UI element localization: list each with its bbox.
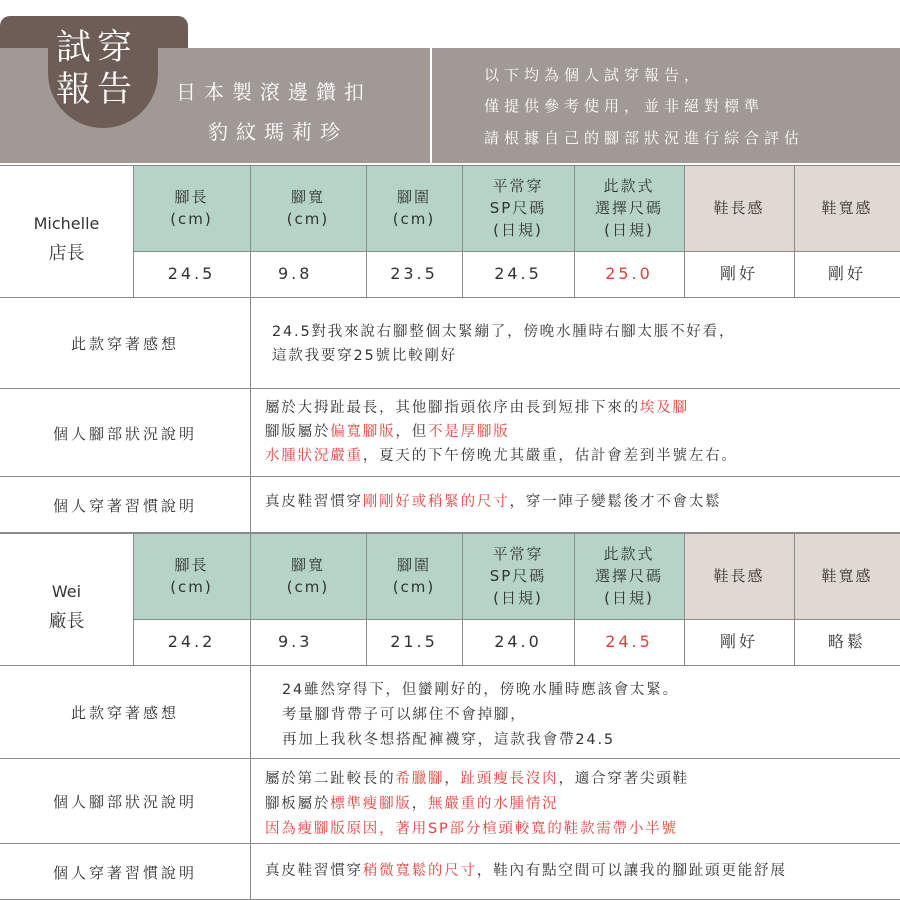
col-label: 平常穿: [492, 177, 544, 195]
highlight-text: 偏寬腳版: [330, 424, 396, 440]
grid-line: [250, 165, 251, 533]
value-chosen-size: 24.5: [605, 632, 653, 651]
grid-line: [0, 388, 900, 389]
disclaimer-line-2: 僅提供參考使用，並非絕對標準: [484, 97, 765, 115]
col-label: 此款式: [603, 545, 655, 563]
tester-name: [0, 577, 133, 637]
text-segment: ，: [444, 771, 461, 787]
header-divider: [430, 48, 432, 163]
col-unit: (cm): [392, 210, 436, 228]
condition-line-2: [265, 421, 510, 443]
grid-line: [0, 533, 900, 534]
text-segment: 真皮鞋習慣穿: [265, 494, 363, 510]
value-foot-girth: 23.5: [390, 264, 438, 283]
text-segment: 屬於第二趾較長的: [265, 771, 396, 787]
grid-line: [133, 251, 900, 252]
product-name-line-1: 日本製滾邊鑽扣: [176, 80, 372, 104]
value-foot-girth: 21.5: [390, 632, 438, 651]
grid-line: [684, 533, 685, 665]
col-foot-width: [250, 165, 366, 251]
col-label: 腳長: [174, 188, 209, 206]
value-length-feel: 剛好: [719, 264, 758, 283]
value-width-feel: 略鬆: [827, 632, 866, 651]
impression-line-3: 再加上我秋冬想搭配褲襪穿，這款我會帶24.5: [282, 732, 615, 748]
highlight-text: 趾頭瘦長沒肉: [460, 771, 559, 787]
col-chosen-size: [574, 533, 684, 619]
col-foot-length: [133, 533, 250, 619]
tester-name-text: Michelle: [33, 214, 100, 233]
col-width-feel: 鞋寬感: [821, 199, 873, 217]
tester-table-2: [0, 533, 900, 900]
grid-line: [366, 533, 367, 665]
text-segment: ，適合穿著尖頭鞋: [558, 771, 689, 787]
text-segment: 屬於大拇趾最長，其他腳指頭依序由長到短排下來的: [265, 400, 640, 416]
condition-line-3: 因為瘦腳版原因，著用SP部分楦頭較寬的鞋款需帶小半號: [265, 821, 678, 837]
col-label: 選擇尺碼: [594, 567, 663, 585]
value-length-feel: 剛好: [719, 632, 758, 651]
col-foot-girth: [366, 533, 462, 619]
col-label: 腳圍: [396, 556, 431, 574]
col-unit: (cm): [286, 210, 330, 228]
badge-line-1: 試穿: [56, 28, 139, 68]
disclaimer-line-3: 請根據自己的腳部狀況進行綜合評估: [484, 129, 805, 147]
value-foot-width: 9.3: [278, 632, 313, 651]
grid-line: [0, 297, 900, 298]
grid-line: [574, 533, 575, 665]
col-label: 腳寬: [290, 188, 325, 206]
highlight-text: 不是厚腳版: [428, 424, 510, 440]
tester-table-1: [0, 165, 900, 533]
col-width-feel: 鞋寬感: [821, 567, 873, 585]
label-impression: 此款穿著感想: [70, 334, 179, 353]
col-label: 選擇尺碼: [594, 199, 663, 217]
highlight-text: 無嚴重的水腫情況: [428, 796, 559, 812]
grid-line: [794, 165, 795, 297]
col-label: 腳圍: [396, 188, 431, 206]
label-habit: 個人穿著習慣說明: [52, 496, 197, 515]
col-usual-size: [462, 533, 574, 619]
col-label: SP尺碼: [489, 199, 547, 217]
product-name-line-2: 豹紋瑪莉珍: [208, 120, 348, 144]
col-unit: (cm): [170, 578, 213, 596]
grid-line: [0, 476, 900, 477]
impression-line-2: 考量腳背帶子可以綁住不會掉腳，: [282, 707, 527, 723]
tester-name-text: Wei: [51, 582, 82, 601]
col-label: 腳長: [174, 556, 209, 574]
value-foot-length: 24.5: [167, 264, 216, 283]
impression-line-1: 24.5對我來說右腳整個太緊繃了，傍晚水腫時右腳太脹不好看，: [272, 324, 736, 340]
label-impression: 此款穿著感想: [70, 703, 179, 722]
col-length-feel: 鞋長感: [713, 199, 765, 217]
col-length-feel: 鞋長感: [713, 567, 765, 585]
col-usual-size: [462, 165, 574, 251]
condition-line-1: [265, 397, 689, 419]
impression-line-1: 24雖然穿得下，但蠻剛好的，傍晚水腫時應該會太緊。: [282, 682, 679, 698]
grid-line: [133, 619, 900, 620]
col-label: 平常穿: [492, 545, 544, 563]
grid-line: [133, 165, 134, 297]
col-unit: (cm): [286, 578, 330, 596]
col-unit: (cm): [392, 578, 436, 596]
label-habit: 個人穿著習慣說明: [52, 863, 197, 882]
text-segment: ，但: [395, 424, 429, 440]
value-chosen-size: 25.0: [605, 264, 653, 283]
col-unit: (cm): [170, 210, 213, 228]
text-segment: 腳板屬於: [265, 796, 331, 812]
col-label: 腳寬: [290, 556, 325, 574]
col-label: 此款式: [603, 177, 655, 195]
tester-name: [0, 209, 133, 269]
grid-line: [462, 165, 463, 297]
col-foot-girth: [366, 165, 462, 251]
grid-line: [0, 665, 900, 666]
col-label: (日規): [493, 221, 543, 239]
grid-line: [462, 533, 463, 665]
value-usual-size: 24.5: [494, 264, 542, 283]
text-segment: ，夏天的下午傍晚尤其嚴重，估計會差到半號左右。: [362, 448, 738, 464]
grid-line: [250, 533, 251, 900]
highlight-text: 水腫狀況嚴重: [265, 448, 363, 464]
text-segment: ，穿一陣子變鬆後才不會太鬆: [509, 494, 722, 510]
col-foot-length: [133, 165, 250, 251]
grid-line: [133, 533, 134, 665]
highlight-text: 剛剛好或稍緊的尺寸: [362, 494, 510, 510]
grid-line: [574, 165, 575, 297]
condition-line-1: [265, 768, 689, 790]
impression-line-2: 這款我要穿25號比較剛好: [272, 348, 458, 364]
grid-line: [366, 165, 367, 297]
highlight-text: 希臘腳: [395, 771, 445, 787]
habit-line: [265, 860, 787, 882]
highlight-text: 稍微寬鬆的尺寸: [362, 863, 477, 879]
label-foot-condition: 個人腳部狀況說明: [52, 792, 197, 811]
label-foot-condition: 個人腳部狀況說明: [52, 424, 197, 443]
value-foot-length: 24.2: [167, 632, 216, 651]
habit-line: [265, 491, 721, 513]
disclaimer-line-1: 以下均為個人試穿報告，: [484, 66, 705, 84]
highlight-text: 標準瘦腳版: [330, 796, 412, 812]
grid-line: [0, 843, 900, 844]
condition-line-3: [265, 445, 738, 467]
col-label: (日規): [604, 221, 654, 239]
col-label: (日規): [604, 589, 654, 607]
value-width-feel: 剛好: [827, 264, 866, 283]
grid-line: [0, 758, 900, 759]
value-usual-size: 24.0: [494, 632, 542, 651]
highlight-text: 埃及腳: [639, 400, 689, 416]
col-chosen-size: [574, 165, 684, 251]
col-label: SP尺碼: [489, 567, 547, 585]
col-label: (日規): [493, 589, 543, 607]
badge-line-2: 報告: [56, 70, 139, 110]
col-foot-width: [250, 533, 366, 619]
value-foot-width: 9.8: [278, 264, 313, 283]
tester-title: 店長: [48, 243, 85, 264]
grid-line: [0, 165, 900, 166]
text-segment: ，鞋內有點空間可以讓我的腳趾頭更能舒展: [476, 863, 787, 879]
grid-line: [684, 165, 685, 297]
text-segment: 真皮鞋習慣穿: [265, 863, 363, 879]
condition-line-2: [265, 793, 558, 815]
tester-title: 廠長: [48, 611, 85, 632]
grid-line: [794, 533, 795, 665]
text-segment: ，: [411, 796, 429, 812]
text-segment: 腳版屬於: [265, 424, 331, 440]
